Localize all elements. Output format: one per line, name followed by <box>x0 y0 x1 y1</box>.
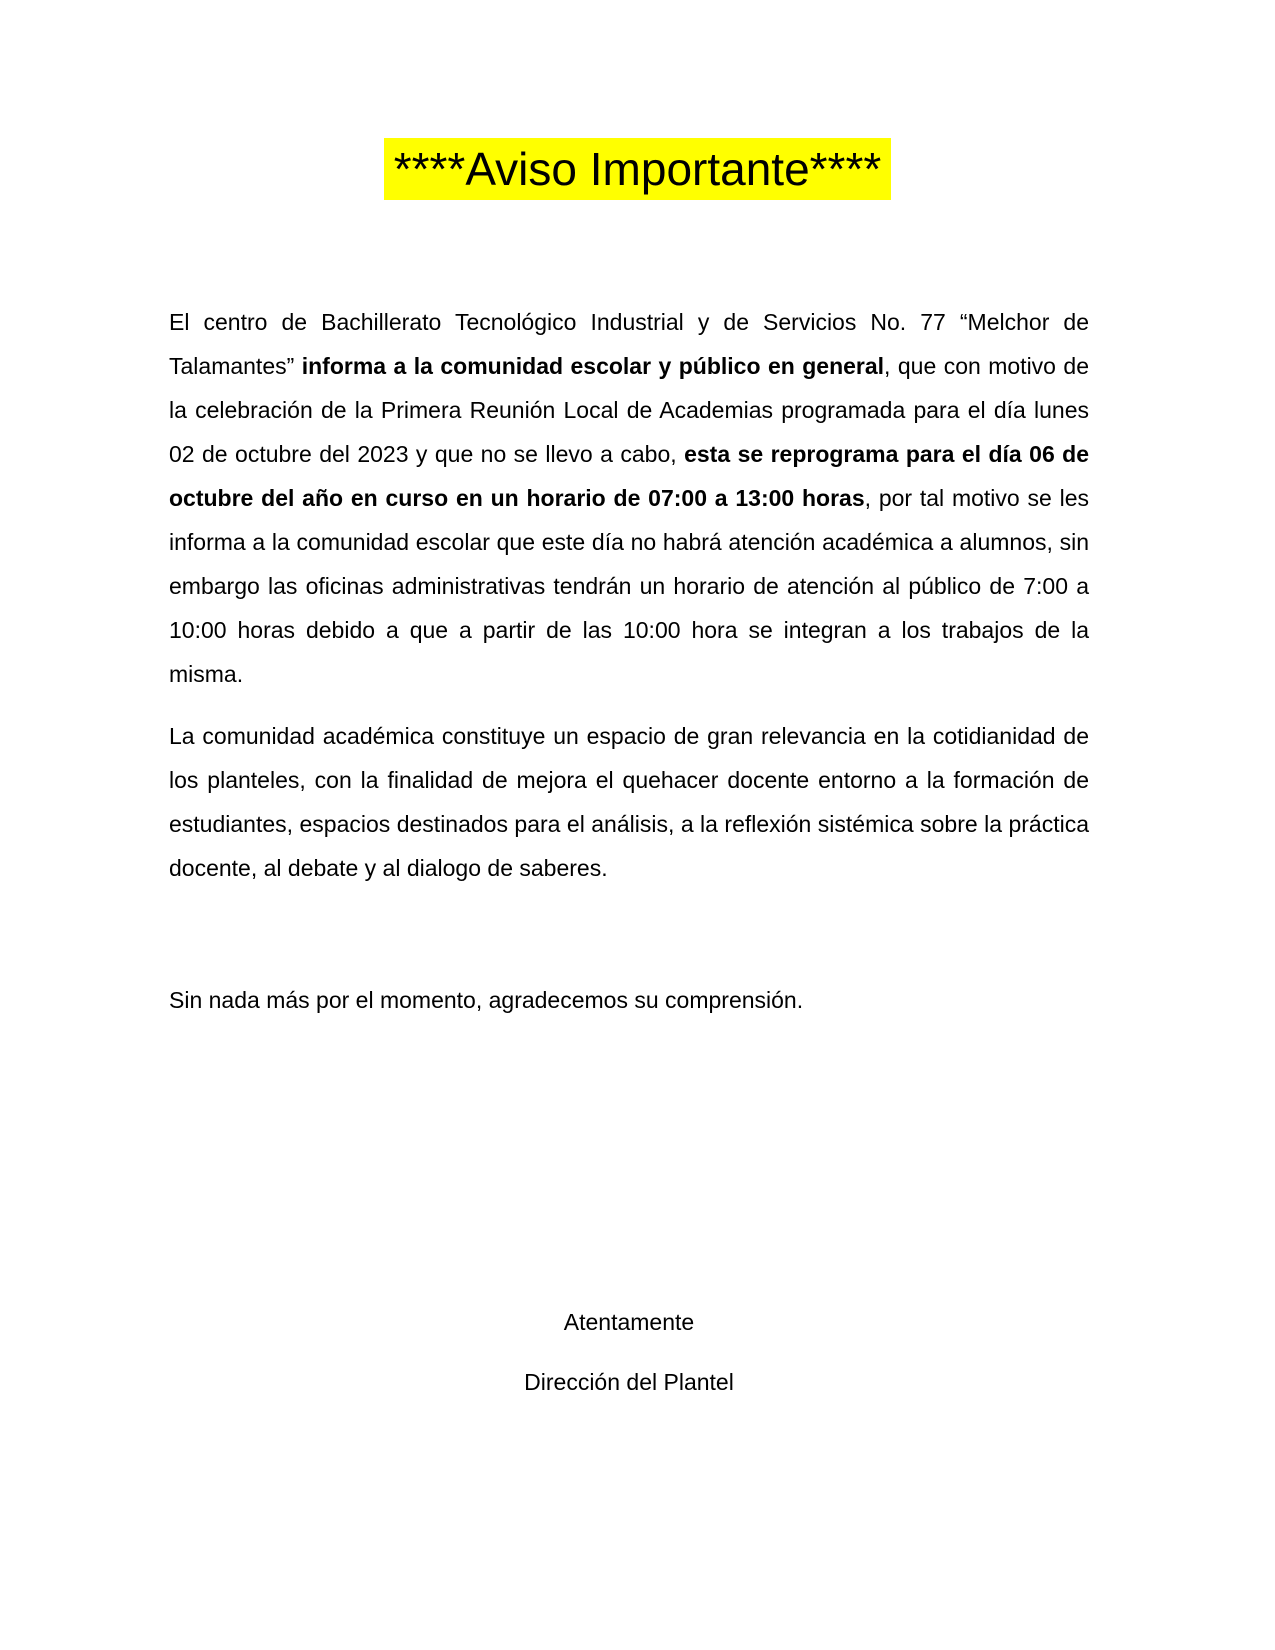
notice-paragraph-farewell: Sin nada más por el momento, agradecemos su comprensión. <box>169 987 804 1013</box>
closing-salutation: Atentamente <box>563 1309 695 1335</box>
document-body <box>0 300 1275 1404</box>
closing-signature: Dirección del Plantel <box>524 1369 734 1395</box>
notice-paragraph-main: El centro de Bachillerato Tecnológico Industrial y de Servicios No. 77 “Melchor de Talamantes” informa a la comunidad escolar y público en general, que con motivo de la celebración de la Primera Reunión Local de Academias programada para el día lunes 02 de octubre del 2023 y que no se llevo a cabo, esta se reprograma para el día 06 de octubre del año en curso en un horario de 07:00 a 13:00 horas, por tal motivo se les informa a la comunidad escolar que este día no habrá atención académica a alumnos, sin embargo las oficinas administrativas tendrán un horario de atención al público de 7:00 a 10:00 horas debido a que a partir de las 10:00 hora se integran a los trabajos de la misma. <box>169 309 1090 687</box>
title-row <box>0 0 1275 200</box>
notice-paragraph-academia: La comunidad académica constituye un espacio de gran relevancia en la cotidianidad de los planteles, con la finalidad de mejora el quehacer docente entorno a la formación de estudiantes, espacios destinados para el análisis, a la reflexión sistémica sobre la práctica docente, al debate y al dialogo de saberes. <box>169 723 1089 881</box>
document-title-highlighted: ****Aviso Importante**** <box>384 138 892 200</box>
